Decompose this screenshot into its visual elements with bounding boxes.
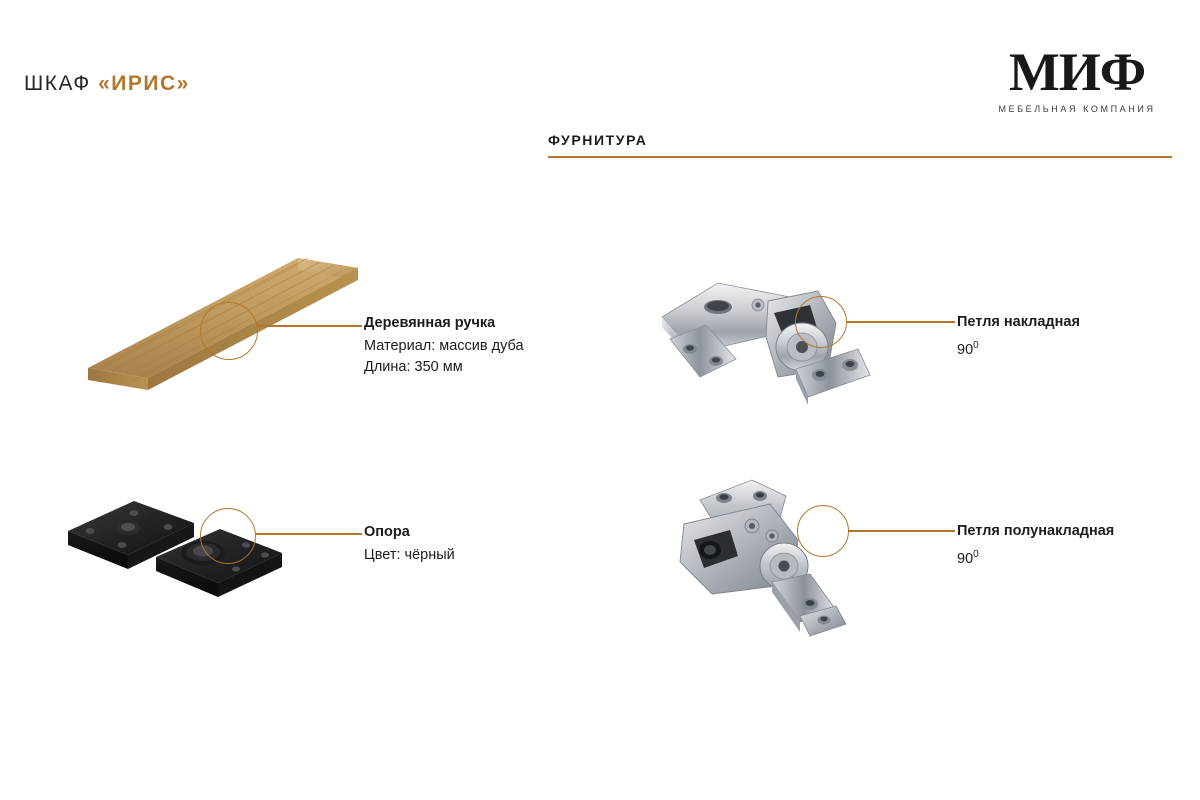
- company-logo: [982, 44, 1172, 114]
- page-title-prefix: ШКАФ: [24, 72, 99, 95]
- wooden-handle-callout-circle: [200, 302, 258, 360]
- support-color: Цвет: чёрный: [364, 547, 455, 563]
- support-leader-line: [256, 533, 362, 535]
- half-overlay-hinge-text: [957, 521, 1114, 570]
- half-overlay-hinge-leader-line: [849, 530, 955, 532]
- page-title: [24, 72, 190, 96]
- page-title-accent: «ИРИС»: [98, 72, 190, 95]
- overlay-hinge-text: [957, 312, 1080, 361]
- half-overlay-hinge-angle-value: 90: [957, 550, 974, 567]
- half-overlay-hinge-callout-circle: [797, 505, 849, 557]
- half-overlay-hinge-title: Петля полунакладная: [957, 523, 1115, 539]
- wooden-handle-material: Материал: массив дуба: [364, 338, 524, 354]
- overlay-hinge-leader-line: [847, 321, 955, 323]
- support-callout-circle: [200, 508, 256, 564]
- support-leg-illustration: [60, 495, 310, 605]
- section-heading: ФУРНИТУРА: [548, 132, 648, 148]
- overlay-hinge-angle-value: 90: [957, 341, 974, 358]
- wooden-handle-text: [364, 313, 524, 378]
- wooden-handle-leader-line: [258, 325, 362, 327]
- page-bottom-margin: [0, 772, 1200, 800]
- overlay-hinge-title: Петля накладная: [957, 314, 1080, 330]
- overlay-hinge-callout-circle: [795, 296, 847, 348]
- wooden-handle-length: Длина: 350 мм: [364, 359, 463, 375]
- page-top-margin: [0, 0, 1200, 28]
- wooden-handle-title: Деревянная ручка: [364, 315, 496, 331]
- half-overlay-hinge-angle: [957, 544, 1114, 570]
- logo-mark-text: МИФ: [1008, 42, 1146, 102]
- overlay-hinge-illustration: [650, 265, 880, 425]
- logo-subtitle: МЕБЕЛЬНАЯ КОМПАНИЯ: [998, 104, 1156, 114]
- support-text: [364, 522, 455, 566]
- half-overlay-hinge-illustration: [660, 470, 880, 650]
- support-title: Опора: [364, 524, 410, 540]
- section-divider: [548, 156, 1172, 158]
- half-overlay-hinge-angle-degree: 0: [973, 549, 979, 560]
- overlay-hinge-angle-degree: 0: [973, 340, 979, 351]
- overlay-hinge-angle: [957, 335, 1080, 361]
